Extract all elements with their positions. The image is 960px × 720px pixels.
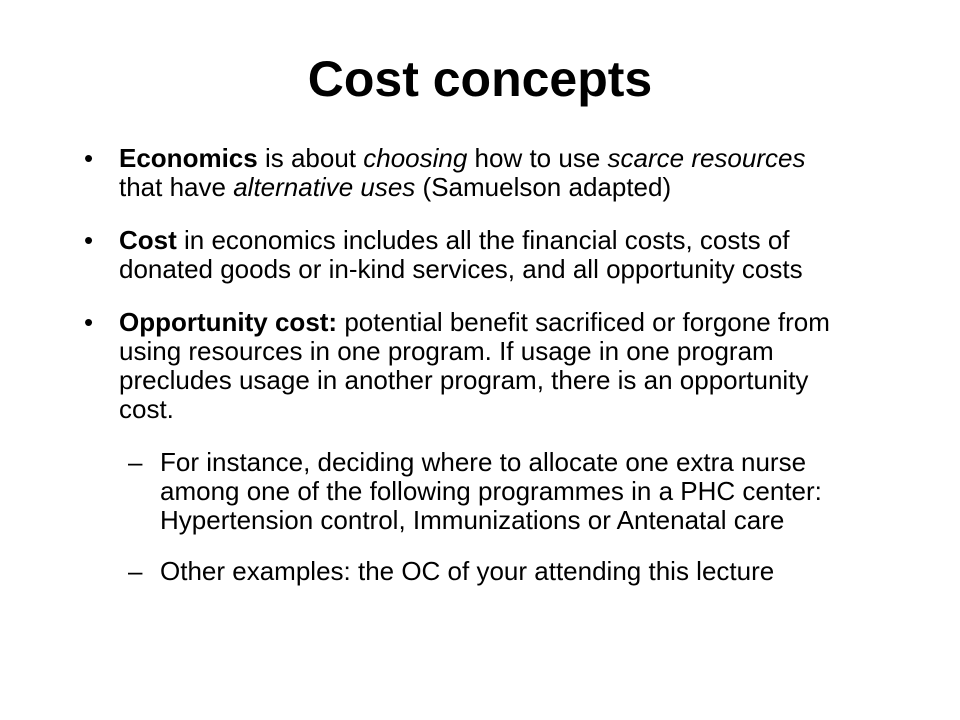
term-economics: Economics <box>119 143 258 173</box>
emphasis-choosing: choosing <box>363 143 468 173</box>
bullet-text: (Samuelson adapted) <box>415 172 672 202</box>
term-cost: Cost <box>119 225 177 255</box>
emphasis-alternative-uses: alternative uses <box>233 172 416 202</box>
bullet-text: how to use <box>467 143 608 173</box>
term-opportunity-cost: Opportunity cost: <box>119 307 338 337</box>
sub-bullet-marker: – <box>128 556 143 586</box>
sub-bullet-text: For instance, deciding where to allocate one extra nurse among one of the following programmes in a PHC center: Hypertension control, Immunizations or Antenatal care <box>160 447 822 535</box>
bullet-text: potential benefit sacrificed or forgone from using resources in one program. If usage in one program precludes usage in another program, there is an opportunity cost. <box>119 307 830 424</box>
emphasis-scarce-resources: scarce resources <box>607 143 806 173</box>
bullet-marker: • <box>84 307 94 337</box>
bullet-text: that have <box>119 172 234 202</box>
bullet-economics <box>76 144 846 202</box>
bullet-cost <box>76 226 846 284</box>
slide-title: Cost concepts <box>307 51 653 107</box>
bullet-text: in economics includes all the financial costs, costs of donated goods or in-kind services, and all opportunity costs <box>119 225 803 284</box>
sub-bullet-for-instance <box>76 448 846 535</box>
bullet-marker: • <box>84 143 94 173</box>
sub-bullet-other-examples <box>76 557 846 586</box>
bullet-opportunity-cost <box>76 308 846 424</box>
bullet-text: is about <box>257 143 364 173</box>
sub-bullet-marker: – <box>128 447 143 477</box>
bullet-marker: • <box>84 225 94 255</box>
slide-content <box>76 144 846 608</box>
sub-bullet-text: Other examples: the OC of your attending this lecture <box>160 556 775 586</box>
